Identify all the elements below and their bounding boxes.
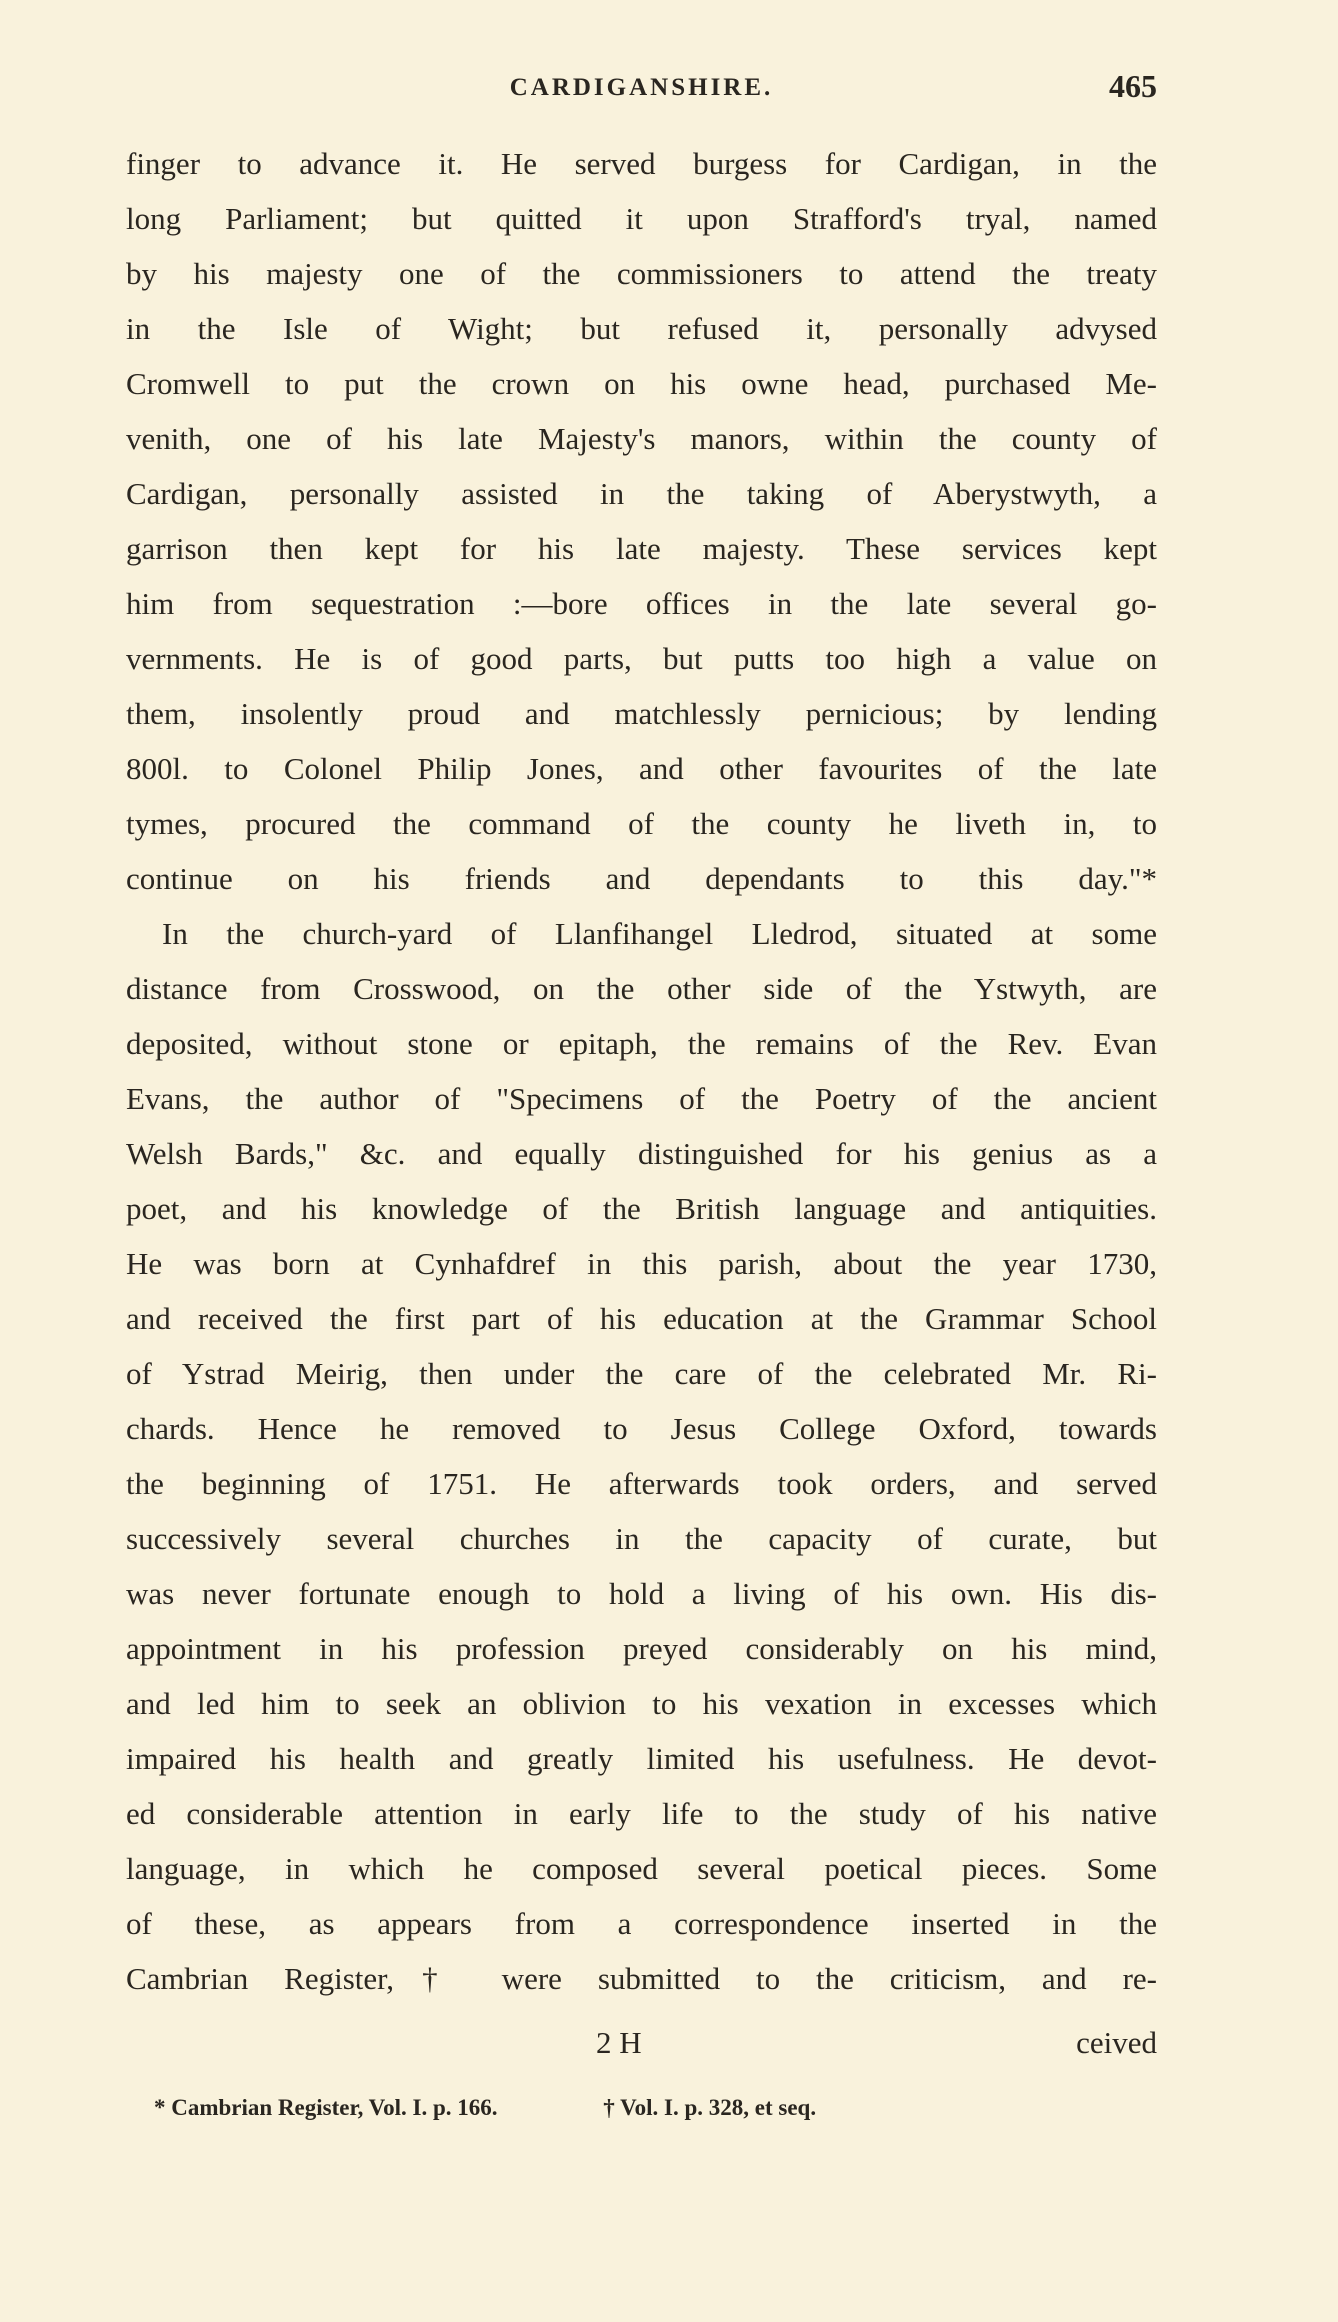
text-line: Cromwell to put the crown on his owne head, purchased Me- [126, 366, 1157, 401]
text-line: ed considerable attention in early life to the study of his native [126, 1796, 1157, 1831]
body-text [126, 136, 1157, 2006]
text-line: venith, one of his late Majesty's manors, within the county of [126, 421, 1157, 456]
running-head: CARDIGANSHIRE. [509, 74, 774, 101]
text-line: appointment in his profession preyed considerably on his mind, [126, 1631, 1157, 1666]
text-line: in the Isle of Wight; but refused it, personally advysed [126, 311, 1157, 346]
text-line: chards. Hence he removed to Jesus College Oxford, towards [126, 1411, 1157, 1446]
text-line: them, insolently proud and matchlessly pernicious; by lending [126, 696, 1157, 731]
text-line: of Ystrad Meirig, then under the care of the celebrated Mr. Ri- [126, 1356, 1157, 1391]
text-line: 800l. to Colonel Philip Jones, and other favourites of the late [126, 751, 1157, 786]
footnote-2: † Vol. I. p. 328, et seq. [603, 2095, 817, 2120]
text-line: tymes, procured the command of the county he liveth in, to [126, 806, 1157, 841]
text-line: poet, and his knowledge of the British language and antiquities. [126, 1191, 1157, 1226]
text-line: of these, as appears from a correspondence inserted in the [126, 1906, 1157, 1941]
text-line: continue on his friends and dependants to this day."* [126, 861, 1157, 896]
footnotes [154, 2092, 1154, 2124]
page-foot [126, 2018, 1157, 2068]
text-line: vernments. He is of good parts, but putts too high a value on [126, 641, 1157, 676]
text-line: deposited, without stone or epitaph, the remains of the Rev. Evan [126, 1026, 1157, 1061]
text-line: garrison then kept for his late majesty. These services kept [126, 531, 1157, 566]
text-line: finger to advance it. He served burgess for Cardigan, in the [126, 146, 1157, 181]
text-line: impaired his health and greatly limited his usefulness. He devot- [126, 1741, 1157, 1776]
text-line: Welsh Bards," &c. and equally distinguished for his genius as a [126, 1136, 1157, 1171]
catchword: ceived [1076, 2025, 1157, 2060]
text-line: and led him to seek an oblivion to his vexation in excesses which [126, 1686, 1157, 1721]
page-number: 465 [1109, 68, 1157, 104]
text-line: In the church-yard of Llanfihangel Lledrod, situated at some [162, 916, 1157, 951]
text-line: was never fortunate enough to hold a living of his own. His dis- [126, 1576, 1157, 1611]
text-line: the beginning of 1751. He afterwards took orders, and served [126, 1466, 1157, 1501]
text-line: distance from Crosswood, on the other side of the Ystwyth, are [126, 971, 1157, 1006]
signature-mark: 2 H [596, 2025, 642, 2060]
text-line: Evans, the author of "Specimens of the Poetry of the ancient [126, 1081, 1157, 1116]
text-line: long Parliament; but quitted it upon Strafford's tryal, named [126, 201, 1157, 236]
text-line: successively several churches in the capacity of curate, but [126, 1521, 1157, 1556]
footnote-1: * Cambrian Register, Vol. I. p. 166. [154, 2095, 498, 2120]
text-line: Cambrian Register,† were submitted to the criticism, and re- [126, 1961, 1157, 1996]
text-line: by his majesty one of the commissioners to attend the treaty [126, 256, 1157, 291]
text-line: Cardigan, personally assisted in the taking of Aberystwyth, a [126, 476, 1157, 511]
text-line: him from sequestration :—bore offices in the late several go- [126, 586, 1157, 621]
page-header [126, 68, 1157, 112]
text-line: language, in which he composed several poetical pieces. Some [126, 1851, 1157, 1886]
text-line: and received the first part of his education at the Grammar School [126, 1301, 1157, 1336]
text-line: He was born at Cynhafdref in this parish, about the year 1730, [126, 1246, 1157, 1281]
